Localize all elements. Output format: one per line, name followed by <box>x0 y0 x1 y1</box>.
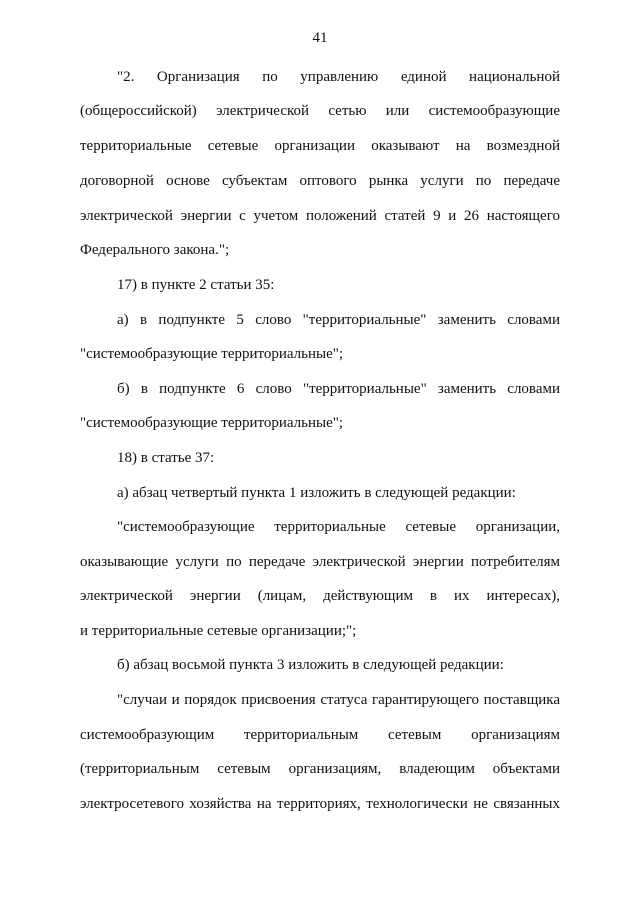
paragraph-line: б) абзац восьмой пункта 3 изложить в следующей редакции: <box>117 657 504 673</box>
paragraph-line: а) абзац четвертый пункта 1 изложить в следующей редакции: <box>117 485 516 501</box>
paragraph-line: территориальные сетевые организации оказывают на возмездной <box>80 138 560 154</box>
paragraph-line: электросетевого хозяйства на территориях, технологически не связанных <box>80 796 560 812</box>
paragraph-line: "2. Организация по управлению единой национальной <box>117 69 560 85</box>
paragraph-line: (общероссийской) электрической сетью или системообразующие <box>80 103 560 119</box>
paragraph-line: системообразующим территориальным сетевым организациям <box>80 727 560 743</box>
page-number: 41 <box>312 30 328 46</box>
paragraph-line: "случаи и порядок присвоения статуса гарантирующего поставщика <box>117 692 560 708</box>
paragraph-line: б) в подпункте 6 слово "территориальные" заменить словами <box>117 381 560 397</box>
paragraph-line: Федерального закона."; <box>80 242 230 258</box>
paragraph-line: электрической энергии (лицам, действующим в их интересах), <box>80 588 560 604</box>
paragraph-line: "системообразующие территориальные"; <box>80 346 344 362</box>
paragraph-line: "системообразующие территориальные сетевые организации, <box>117 519 560 535</box>
paragraph-line: "системообразующие территориальные"; <box>80 415 344 431</box>
paragraph-line: и территориальные сетевые организации;"; <box>80 623 357 639</box>
paragraph-line: (территориальным сетевым организациям, владеющим объектами <box>80 761 560 777</box>
paragraph-line: договорной основе субъектам оптового рынка услуги по передаче <box>80 173 560 189</box>
paragraph-line: а) в подпункте 5 слово "территориальные" заменить словами <box>117 312 560 328</box>
paragraph-line: 17) в пункте 2 статьи 35: <box>117 277 275 293</box>
paragraph-line: 18) в статье 37: <box>117 450 215 466</box>
paragraph-line: оказывающие услуги по передаче электрической энергии потребителям <box>80 554 560 570</box>
paragraph-line: электрической энергии с учетом положений статей 9 и 26 настоящего <box>80 208 560 224</box>
